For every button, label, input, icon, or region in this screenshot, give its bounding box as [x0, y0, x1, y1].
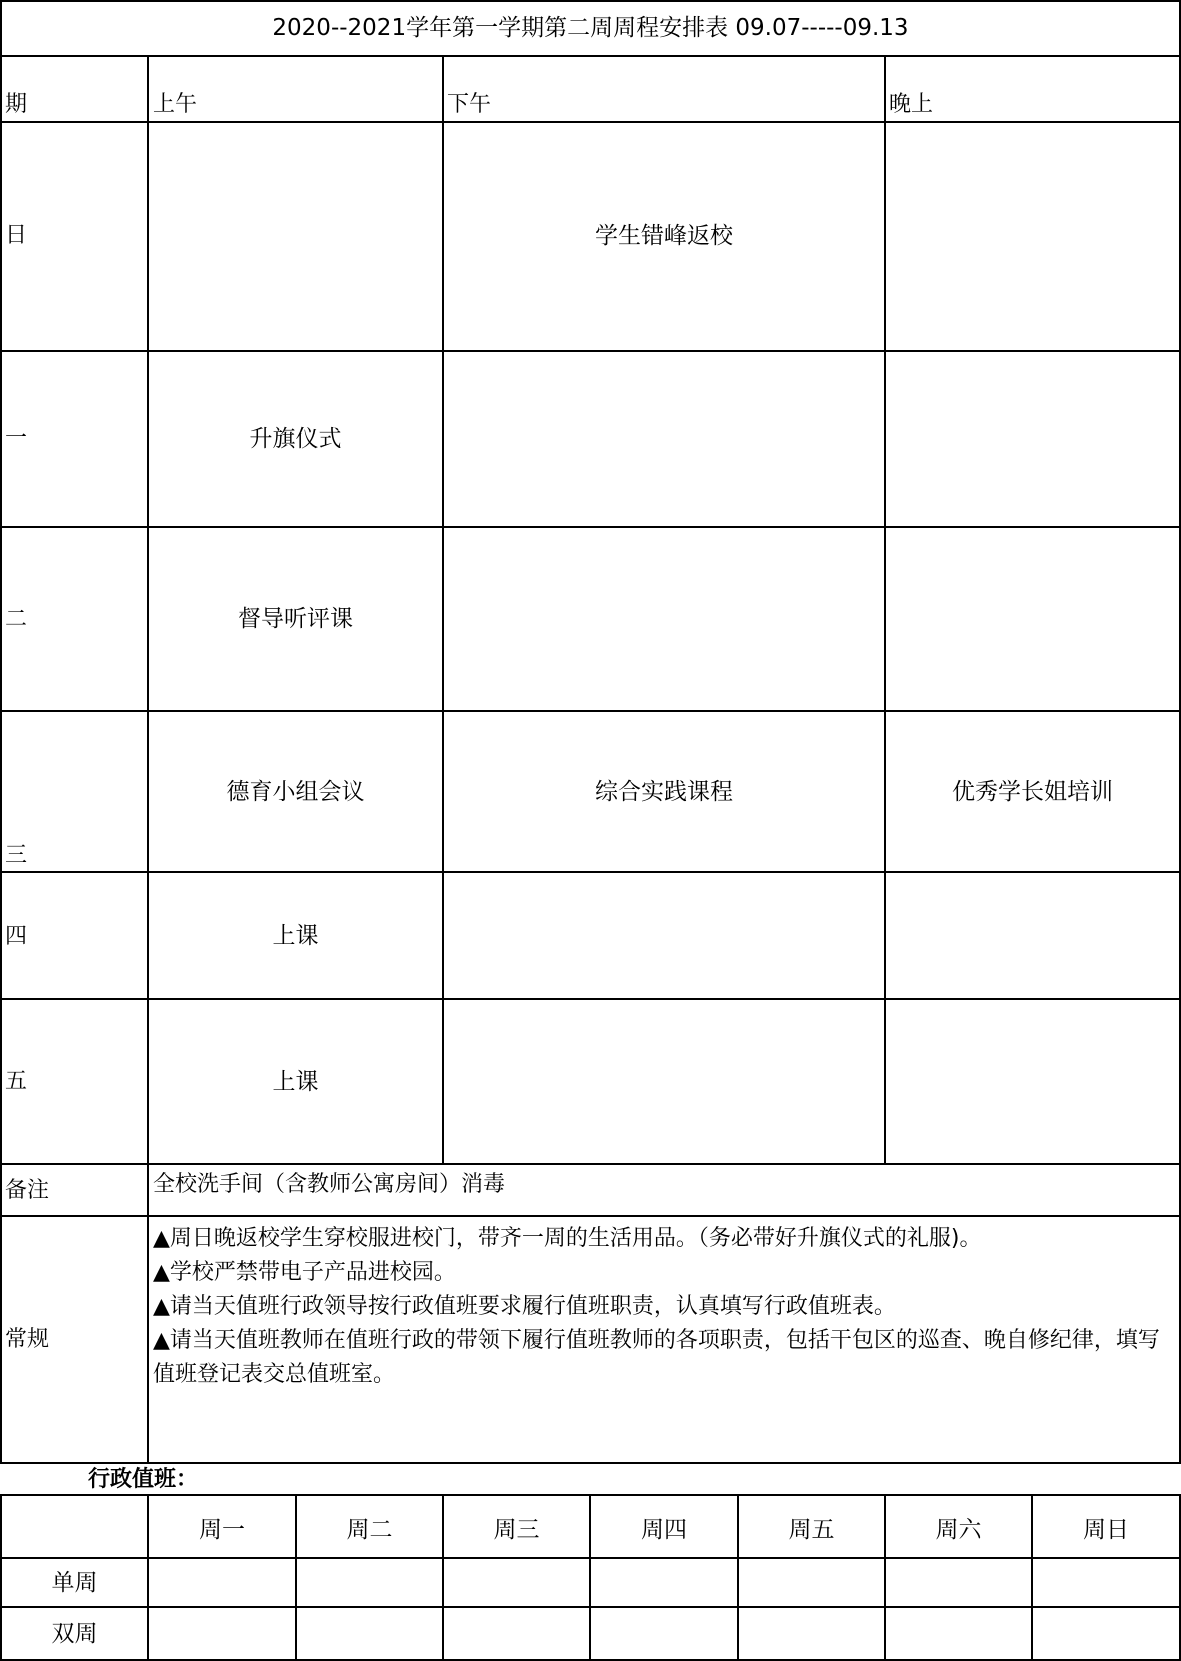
grid-line [884, 55, 886, 1165]
header-evening: 晚上 [889, 92, 934, 117]
grid-line [0, 350, 1181, 352]
duty-day-header: 周日 [1083, 1517, 1129, 1543]
duty-title: 行政值班： [88, 1467, 199, 1492]
duty-day-header: 周六 [935, 1517, 982, 1543]
grid-line [0, 55, 1181, 57]
grid-line [0, 1163, 1181, 1165]
remarks-text: 全校洗手间（含教师公寓房间）消毒 [153, 1172, 506, 1197]
routine-item: ▲请当天值班教师在值班行政的带领下履行值班教师的各项职责，包括干包区的巡查、晚自修纪律，填写值班登记表交总值班室。 [153, 1328, 1160, 1387]
row-morning-cell: 德育小组会议 [226, 779, 365, 805]
grid-line [0, 871, 1181, 873]
row-day-label: 四 [5, 924, 28, 949]
row-day-label: 三 [5, 843, 28, 868]
grid-line [0, 0, 2, 1464]
row-day-label: 二 [5, 607, 28, 632]
routine-item: ▲请当天值班行政领导按行政值班要求履行值班职责，认真填写行政值班表。 [153, 1294, 896, 1319]
header-day: 期 [5, 92, 28, 117]
duty-day-header: 周五 [788, 1517, 835, 1543]
row-morning-cell: 升旗仪式 [249, 426, 342, 452]
grid-line [0, 526, 1181, 528]
row-day-label: 五 [5, 1069, 28, 1094]
duty-day-header: 周二 [346, 1517, 393, 1543]
grid-line [0, 0, 1181, 2]
grid-line [0, 998, 1181, 1000]
grid-line [0, 710, 1181, 712]
duty-day-header: 周一 [199, 1517, 245, 1543]
page-title: 2020--2021学年第一学期第二周周程安排表 09.07-----09.13 [272, 15, 909, 41]
row-morning-cell: 督导听评课 [238, 606, 353, 632]
grid-line [0, 121, 1181, 123]
header-afternoon: 下午 [447, 92, 492, 117]
routine-item: ▲周日晚返校学生穿校服进校门，带齐一周的生活用品。（务必带好升旗仪式的礼服)。 [153, 1226, 982, 1251]
duty-day-header: 周四 [641, 1517, 687, 1543]
row-day-label: 一 [5, 426, 28, 451]
routine-notes [153, 1222, 1175, 1392]
row-afternoon-cell: 学生错峰返校 [595, 223, 733, 249]
duty-row-label: 单周 [51, 1570, 98, 1596]
row-morning-cell: 上课 [272, 1069, 319, 1095]
remarks-label: 备注 [5, 1178, 50, 1203]
grid-line [0, 1462, 1181, 1464]
row-morning-cell: 上课 [272, 923, 319, 949]
duty-day-header: 周三 [493, 1517, 540, 1543]
grid-line [147, 55, 149, 1464]
duty-row-label: 双周 [51, 1621, 98, 1647]
row-evening-cell: 优秀学长姐培训 [952, 779, 1113, 805]
grid-line [0, 1215, 1181, 1217]
header-morning: 上午 [153, 92, 198, 117]
routine-item: ▲学校严禁带电子产品进校园。 [153, 1260, 456, 1285]
routine-label: 常规 [5, 1327, 50, 1352]
row-afternoon-cell: 综合实践课程 [595, 779, 733, 805]
row-day-label: 日 [5, 223, 28, 248]
